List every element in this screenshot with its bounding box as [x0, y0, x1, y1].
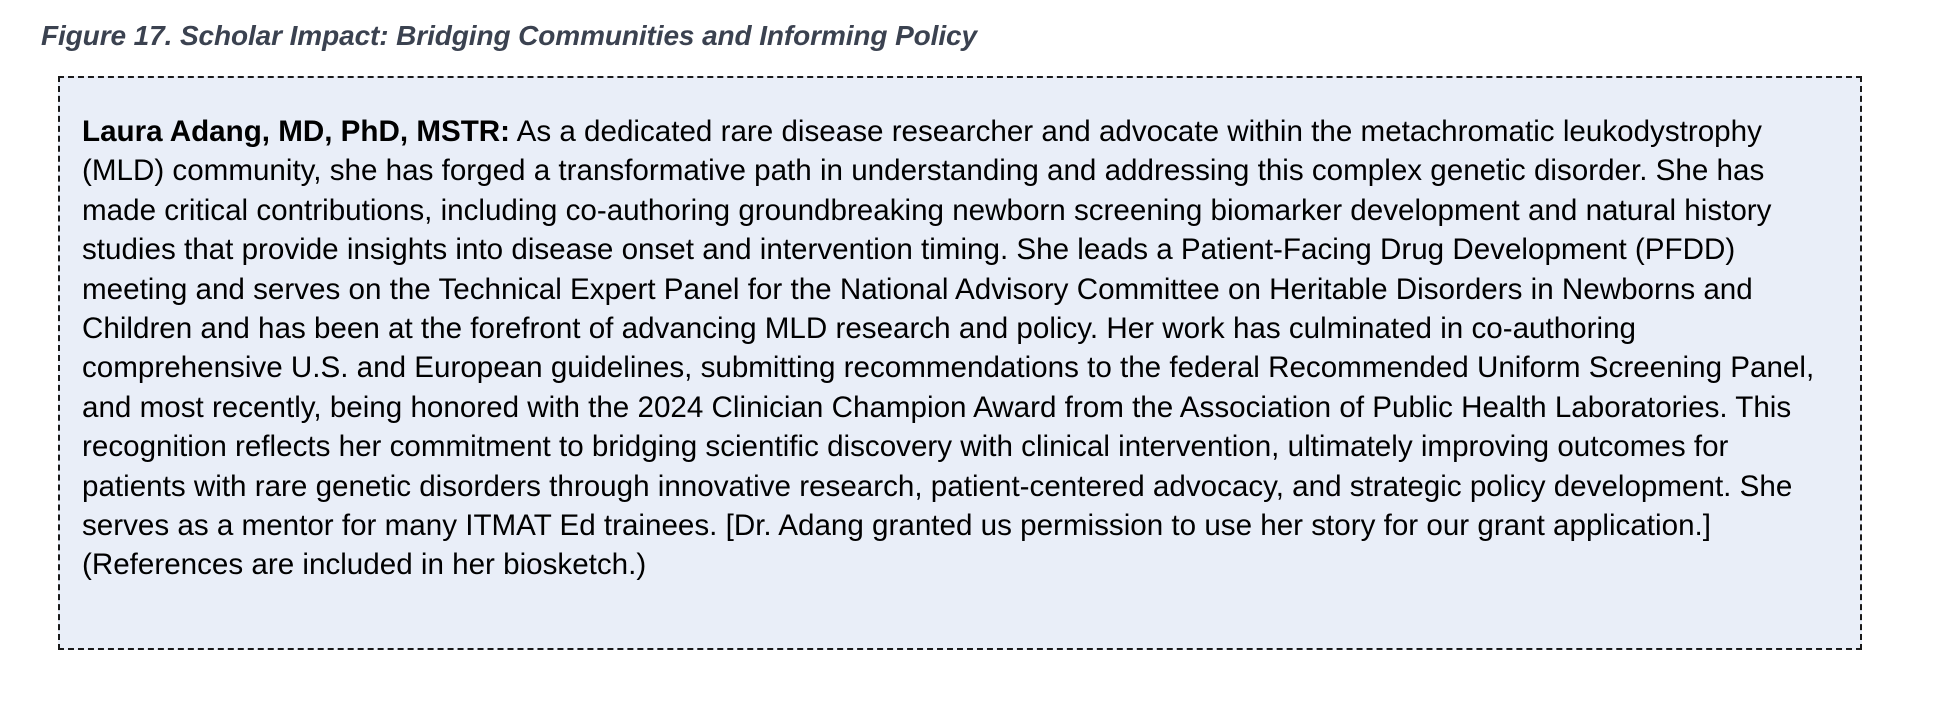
scholar-story-box: [58, 76, 1862, 650]
scholar-story-body: As a dedicated rare disease researcher and advocate within the metachromatic leukodystrophy (MLD) community, she has forged a transformative path in understanding and addressing this complex genetic disorder. She has made critical contributions, including co-authoring groundbreaking newborn screening biomarker development and natural history studies that provide insights into disease onset and intervention timing. She leads a Patient-Facing Drug Development (PFDD) meeting and serves on the Technical Expert Panel for the National Advisory Committee on Heritable Disorders in Newborns and Children and has been at the forefront of advancing MLD research and policy. Her work has culminated in co-authoring comprehensive U.S. and European guidelines, submitting recommendations to the federal Recommended Uniform Screening Panel, and most recently, being honored with the 2024 Clinician Champion Award from the Association of Public Health Laboratories. This recognition reflects her commitment to bridging scientific discovery with clinical intervention, ultimately improving outcomes for patients with rare genetic disorders through innovative research, patient-centered advocacy, and strategic policy development. She serves as a mentor for many ITMAT Ed trainees. [Dr. Adang granted us permission to use her story for our grant application.] (References are included in her biosketch.): [82, 115, 1815, 582]
scholar-story-paragraph: [82, 112, 1838, 585]
scholar-name: Laura Adang, MD, PhD, MSTR:: [82, 115, 511, 148]
figure-caption: Figure 17. Scholar Impact: Bridging Communities and Informing Policy: [41, 20, 977, 51]
